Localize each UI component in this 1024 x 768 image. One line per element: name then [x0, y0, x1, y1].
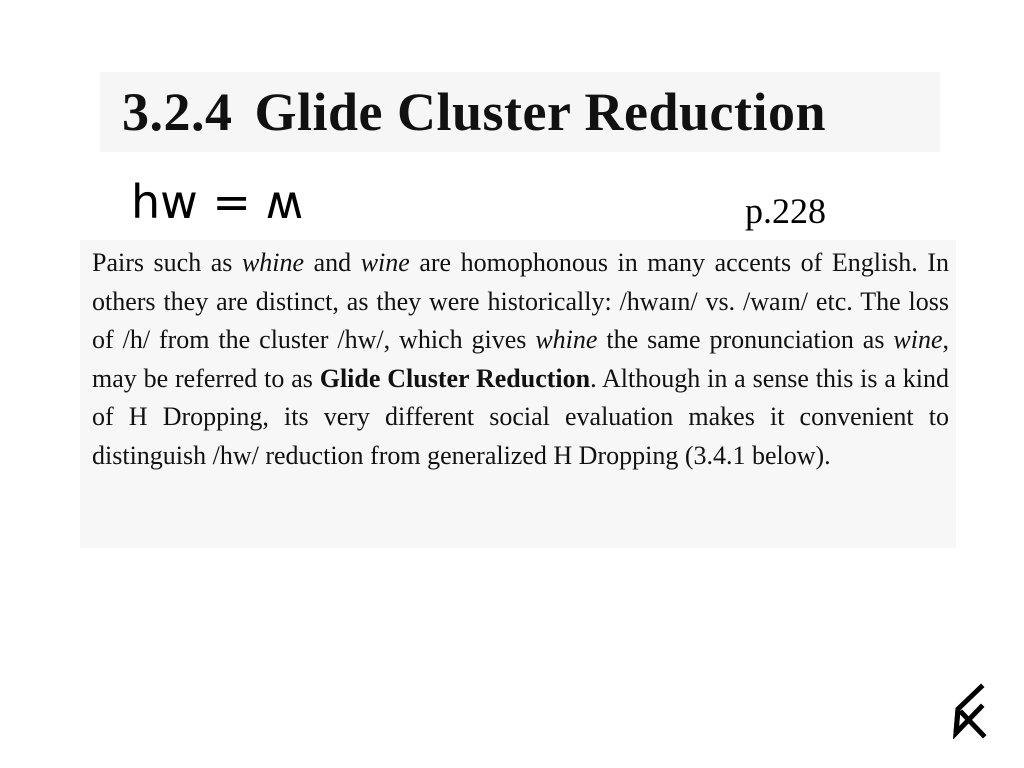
- excerpt-text: and: [304, 248, 361, 277]
- excerpt-text: . Although in a sense this is a kind of H Dropping, its very different social evaluation makes it convenient to distinguish /hw/ reduction from generalized H Dropping (3.4.1 below).: [92, 363, 949, 470]
- heading-panel: [100, 72, 940, 152]
- section-number: 3.2.4: [122, 82, 233, 142]
- section-title: Glide Cluster Reduction: [254, 82, 827, 142]
- section-heading: [122, 80, 826, 144]
- excerpt-bold-term: Glide Cluster Reduction: [319, 363, 591, 393]
- excerpt-italic-word: wine: [893, 325, 943, 354]
- return-arrow-icon[interactable]: [948, 683, 988, 739]
- excerpt-italic-word: whine: [535, 325, 598, 354]
- excerpt-text: are homophonous in many accents of English. In others they are distinct, as they were historically: /hwaɪn/ vs. /waɪn/ etc. The loss of /h/ from the cluster /hw/, which gives: [92, 248, 949, 354]
- excerpt-italic-word: whine: [241, 248, 305, 277]
- excerpt-panel: [80, 240, 956, 548]
- excerpt-text: the same pronunciation as: [597, 325, 894, 354]
- excerpt-italic-word: wine: [360, 248, 410, 277]
- excerpt-text: , may be referred to as: [92, 325, 949, 393]
- excerpt-text: Pairs such as: [92, 248, 242, 277]
- equation-note: hw = ʍ: [131, 175, 304, 229]
- page-reference: p.228: [745, 191, 826, 231]
- excerpt-paragraph: [92, 244, 949, 475]
